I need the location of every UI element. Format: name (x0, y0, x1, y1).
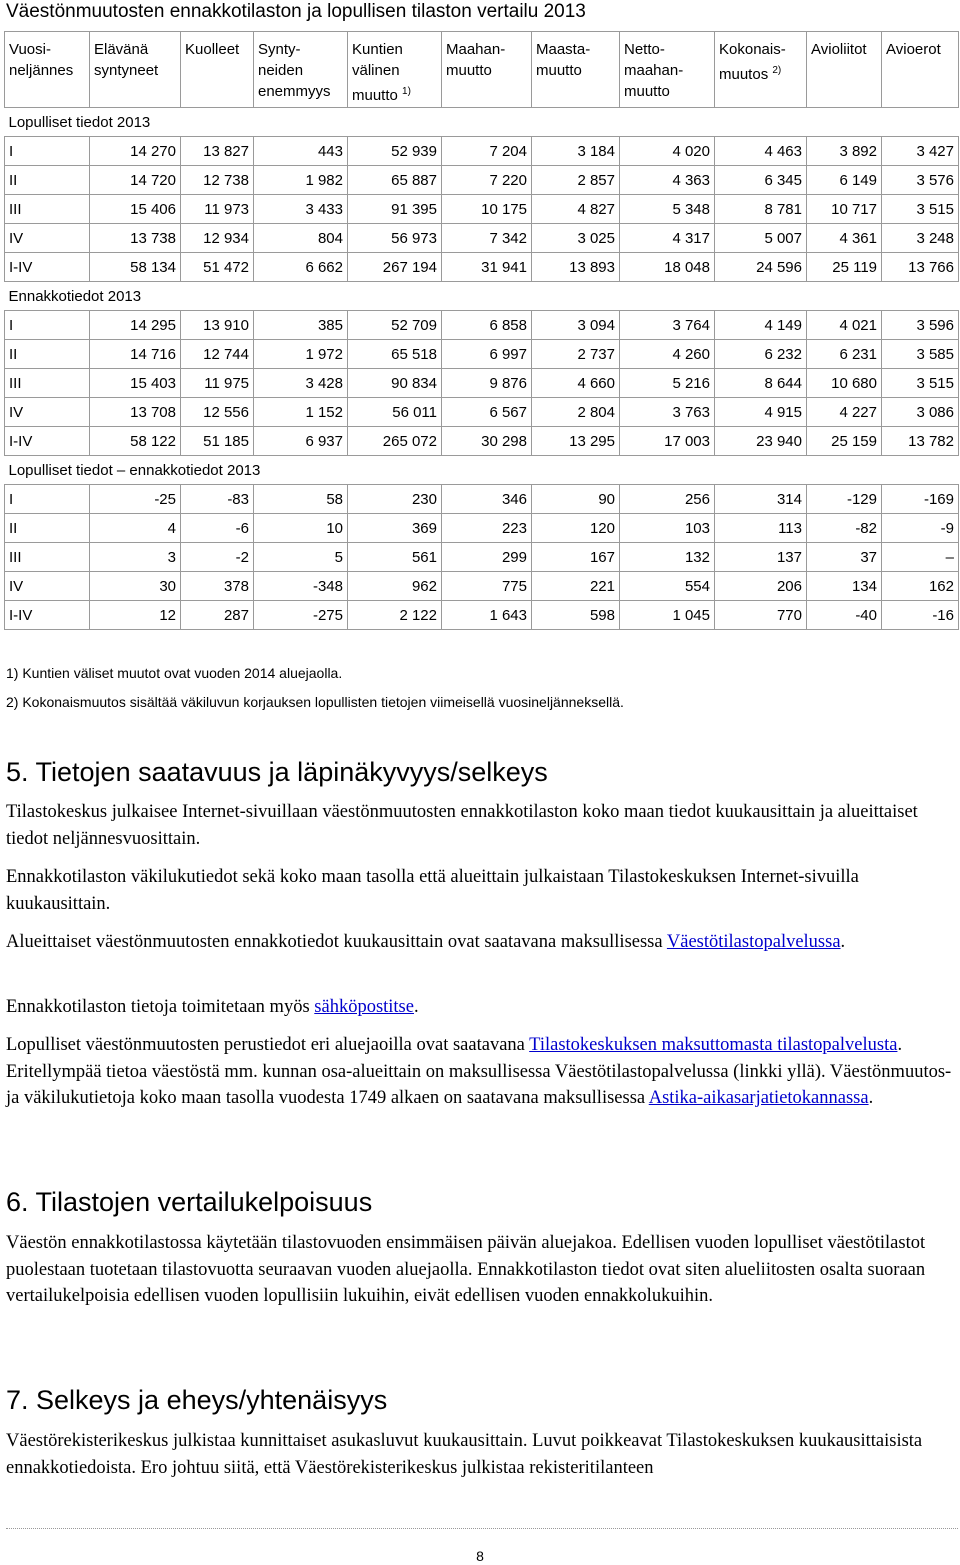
table-row (5, 601, 959, 630)
value-cell: -6 (181, 514, 254, 543)
value-cell: 6 345 (715, 166, 807, 195)
value-cell: 13 782 (882, 427, 959, 456)
value-cell: 4 463 (715, 137, 807, 166)
value-cell: 287 (181, 601, 254, 630)
value-cell: 7 204 (442, 137, 532, 166)
value-cell: 12 (90, 601, 181, 630)
value-cell: 5 (254, 543, 348, 572)
value-cell: -275 (254, 601, 348, 630)
page-number: 8 (476, 1548, 484, 1564)
column-header-label: Maasta-muutto (536, 41, 591, 79)
table-row (5, 137, 959, 166)
value-cell: 561 (348, 543, 442, 572)
value-cell: 6 149 (807, 166, 882, 195)
value-cell: 6 937 (254, 427, 348, 456)
value-cell: 4 361 (807, 224, 882, 253)
value-cell: 4 020 (620, 137, 715, 166)
value-cell: 7 342 (442, 224, 532, 253)
section-7-para-1: Väestörekisterikeskus julkistaa kunnittaiset asukasluvut kuukausittain. Luvut poikkeavat Tilastokeskuksen kuukausittaisista ennakkotiedoista. Ero johtuu siitä, että Väestörekisterikeskus julkistaa rekisteritilanteen (6, 1431, 923, 1478)
value-cell: 58 (254, 485, 348, 514)
value-cell: 6 567 (442, 398, 532, 427)
section-5-para-5 (6, 1032, 958, 1112)
para-3-text: Alueittaiset väestönmuutosten ennakkotiedot kuukausittain ovat saatavana maksullisessa (6, 932, 667, 952)
value-cell: 3 025 (532, 224, 620, 253)
value-cell: 2 857 (532, 166, 620, 195)
value-cell: -169 (882, 485, 959, 514)
value-cell: -25 (90, 485, 181, 514)
value-cell: -129 (807, 485, 882, 514)
table-row (5, 253, 959, 282)
para-3-end: . (840, 932, 846, 952)
value-cell: 369 (348, 514, 442, 543)
footnote-1: 1) Kuntien väliset muutot ovat vuoden 2014 aluejaolla. (6, 665, 343, 681)
section-row (5, 108, 959, 137)
value-cell: 4 827 (532, 195, 620, 224)
value-cell: 9 876 (442, 369, 532, 398)
tilastopalvelu-link[interactable]: Tilastokeskuksen maksuttomasta tilastopalvelusta (529, 1035, 898, 1055)
value-cell: 1 643 (442, 601, 532, 630)
value-cell: 58 134 (90, 253, 181, 282)
column-header-label: Vuosi-neljännes (9, 41, 74, 79)
column-header-label: Netto-maahan-muutto (624, 41, 684, 100)
value-cell: 6 662 (254, 253, 348, 282)
value-cell: 4 660 (532, 369, 620, 398)
column-header (807, 32, 882, 108)
quarter-cell: IV (5, 224, 90, 253)
value-cell: 1 045 (620, 601, 715, 630)
value-cell: 314 (715, 485, 807, 514)
value-cell: 804 (254, 224, 348, 253)
quarter-cell: II (5, 340, 90, 369)
value-cell: 554 (620, 572, 715, 601)
table-row (5, 195, 959, 224)
value-cell: 13 827 (181, 137, 254, 166)
value-cell: 11 975 (181, 369, 254, 398)
value-cell: 14 270 (90, 137, 181, 166)
table-row (5, 485, 959, 514)
value-cell: 1 982 (254, 166, 348, 195)
value-cell: 962 (348, 572, 442, 601)
para-4-text: Ennakkotilaston tietoja toimitetaan myös (6, 997, 315, 1017)
value-cell: 120 (532, 514, 620, 543)
value-cell: 10 (254, 514, 348, 543)
value-cell: 24 596 (715, 253, 807, 282)
column-header (254, 32, 348, 108)
para-5-mid: . Eritellympää tietoa väestöstä mm. kunnan osa-alueittain on maksullisessa Väestötilastopalvelussa (linkki yllä). Väestönmuutos- ja väkilukutietoja koko maan tasolla vuodesta 1749 alkaen on saatavana maksullisessa (6, 1035, 952, 1108)
value-cell: 378 (181, 572, 254, 601)
page-title: Väestönmuutosten ennakkotilaston ja lopullisen tilaston vertailu 2013 (6, 1, 586, 22)
section-6-para-1: Väestön ennakkotilastossa käytetään tilastovuoden ensimmäisen päivän aluejakoa. Edellisen vuoden lopulliset väestötilastot puolestaan tuotetaan tilastovuotta seuraavan vuoden aluejaolla. Ennakkotilaston tiedot ovat siten alueliitosten osalta suoraan vertailukelpoisia edellisen vuoden lopullisiin lukuihin, eivät edellisen vuoden ennakkolukuihin. (6, 1233, 926, 1306)
table-row (5, 514, 959, 543)
value-cell: 4 149 (715, 311, 807, 340)
value-cell: 598 (532, 601, 620, 630)
column-header (181, 32, 254, 108)
value-cell: 167 (532, 543, 620, 572)
value-cell: 299 (442, 543, 532, 572)
value-cell: 2 737 (532, 340, 620, 369)
value-cell: 162 (882, 572, 959, 601)
value-cell: 265 072 (348, 427, 442, 456)
footnote-marker: 2) (772, 65, 782, 76)
value-cell: 137 (715, 543, 807, 572)
value-cell: 14 720 (90, 166, 181, 195)
value-cell: -16 (882, 601, 959, 630)
value-cell: 3 433 (254, 195, 348, 224)
value-cell: 6 858 (442, 311, 532, 340)
value-cell: 3 515 (882, 195, 959, 224)
value-cell: 52 939 (348, 137, 442, 166)
section-6-heading: 6. Tilastojen vertailukelpoisuus (6, 1187, 373, 1217)
para-5-text: Lopulliset väestönmuutosten perustiedot eri aluejaoilla ovat saatavana (6, 1035, 530, 1055)
section-5-para-2: Ennakkotilaston väkilukutiedot sekä koko maan tasolla että alueittain julkaistaan Tilastokeskuksen Internet-sivuilla kuukausittain. (6, 867, 859, 914)
column-header (532, 32, 620, 108)
value-cell: 230 (348, 485, 442, 514)
table-row (5, 224, 959, 253)
value-cell: 15 403 (90, 369, 181, 398)
value-cell: 13 766 (882, 253, 959, 282)
value-cell: -40 (807, 601, 882, 630)
value-cell: 3 764 (620, 311, 715, 340)
column-header-label: Avioliitot (811, 41, 867, 58)
value-cell: 6 231 (807, 340, 882, 369)
value-cell: 8 644 (715, 369, 807, 398)
value-cell: 132 (620, 543, 715, 572)
value-cell: 12 744 (181, 340, 254, 369)
value-cell: – (882, 543, 959, 572)
footer-divider (6, 1528, 958, 1529)
table-header-row (5, 32, 959, 108)
column-header-label: Maahan-muutto (446, 41, 506, 79)
value-cell: 90 834 (348, 369, 442, 398)
value-cell: 25 159 (807, 427, 882, 456)
value-cell: 775 (442, 572, 532, 601)
column-header (882, 32, 959, 108)
value-cell: 12 556 (181, 398, 254, 427)
table-row (5, 543, 959, 572)
value-cell: 3 515 (882, 369, 959, 398)
quarter-cell: I (5, 137, 90, 166)
column-header (442, 32, 532, 108)
quarter-cell: I (5, 311, 90, 340)
table-row (5, 340, 959, 369)
value-cell: 11 973 (181, 195, 254, 224)
value-cell: 12 738 (181, 166, 254, 195)
value-cell: 3 596 (882, 311, 959, 340)
table-row (5, 398, 959, 427)
value-cell: 5 348 (620, 195, 715, 224)
value-cell: 103 (620, 514, 715, 543)
value-cell: 4 317 (620, 224, 715, 253)
value-cell: 13 708 (90, 398, 181, 427)
section-5-heading: 5. Tietojen saatavuus ja läpinäkyvyys/selkeys (6, 757, 548, 787)
value-cell: 4 260 (620, 340, 715, 369)
table-row (5, 166, 959, 195)
value-cell: 3 427 (882, 137, 959, 166)
value-cell: 3 (90, 543, 181, 572)
value-cell: 30 298 (442, 427, 532, 456)
value-cell: 223 (442, 514, 532, 543)
value-cell: 3 892 (807, 137, 882, 166)
value-cell: 90 (532, 485, 620, 514)
value-cell: 2 122 (348, 601, 442, 630)
section-5-para-4 (6, 994, 958, 1021)
comparison-table (4, 31, 959, 630)
section-label: Ennakkotiedot 2013 (5, 282, 959, 311)
section-row (5, 456, 959, 485)
value-cell: 3 086 (882, 398, 959, 427)
para-5-end: . (868, 1088, 874, 1108)
value-cell: 14 295 (90, 311, 181, 340)
column-header-label: Kokonais-muutos (719, 41, 786, 83)
table-row (5, 311, 959, 340)
value-cell: 10 717 (807, 195, 882, 224)
value-cell: 267 194 (348, 253, 442, 282)
value-cell: 6 232 (715, 340, 807, 369)
value-cell: -348 (254, 572, 348, 601)
astika-link[interactable]: Astika-aikasarjatietokannassa (648, 1088, 869, 1108)
value-cell: 221 (532, 572, 620, 601)
column-header (5, 32, 90, 108)
value-cell: 65 887 (348, 166, 442, 195)
value-cell: 4 021 (807, 311, 882, 340)
quarter-cell: II (5, 514, 90, 543)
value-cell: 13 910 (181, 311, 254, 340)
value-cell: 18 048 (620, 253, 715, 282)
column-header-label: Kuntien välinen muutto (352, 41, 403, 104)
para-4-end: . (413, 997, 419, 1017)
value-cell: 12 934 (181, 224, 254, 253)
value-cell: 3 428 (254, 369, 348, 398)
section-row (5, 282, 959, 311)
column-header-label: Synty-neiden enemmyys (258, 41, 331, 100)
value-cell: 3 585 (882, 340, 959, 369)
value-cell: 8 781 (715, 195, 807, 224)
value-cell: 385 (254, 311, 348, 340)
value-cell: 3 248 (882, 224, 959, 253)
column-header (620, 32, 715, 108)
column-header (90, 32, 181, 108)
sahkoposti-link[interactable]: sähköpostitse (314, 997, 414, 1017)
column-header (715, 32, 807, 108)
quarter-cell: IV (5, 398, 90, 427)
section-5-para-3 (6, 929, 958, 956)
value-cell: 3 094 (532, 311, 620, 340)
quarter-cell: III (5, 543, 90, 572)
value-cell: 10 175 (442, 195, 532, 224)
value-cell: 56 973 (348, 224, 442, 253)
footnote-2: 2) Kokonaismuutos sisältää väkiluvun korjauksen lopullisten tietojen viimeisellä vuosineljänneksellä. (6, 694, 624, 710)
value-cell: 346 (442, 485, 532, 514)
value-cell: 2 804 (532, 398, 620, 427)
section-label: Lopulliset tiedot 2013 (5, 108, 959, 137)
value-cell: 113 (715, 514, 807, 543)
value-cell: 5 007 (715, 224, 807, 253)
value-cell: 31 941 (442, 253, 532, 282)
value-cell: -83 (181, 485, 254, 514)
value-cell: 13 738 (90, 224, 181, 253)
table-row (5, 427, 959, 456)
value-cell: 4 363 (620, 166, 715, 195)
footnote-marker: 1) (402, 86, 411, 97)
value-cell: 65 518 (348, 340, 442, 369)
value-cell: 58 122 (90, 427, 181, 456)
value-cell: 23 940 (715, 427, 807, 456)
value-cell: 3 763 (620, 398, 715, 427)
value-cell: 4 915 (715, 398, 807, 427)
value-cell: 56 011 (348, 398, 442, 427)
value-cell: 1 152 (254, 398, 348, 427)
value-cell: 443 (254, 137, 348, 166)
value-cell: 25 119 (807, 253, 882, 282)
value-cell: 51 472 (181, 253, 254, 282)
quarter-cell: III (5, 195, 90, 224)
quarter-cell: III (5, 369, 90, 398)
vaestotilastopalvelu-link[interactable]: Väestötilastopalvelussa (666, 932, 841, 952)
column-header-label: Elävänä syntyneet (94, 41, 159, 79)
value-cell: 3 576 (882, 166, 959, 195)
quarter-cell: I-IV (5, 601, 90, 630)
value-cell: 5 216 (620, 369, 715, 398)
column-header-label: Kuolleet (185, 41, 240, 58)
value-cell: 13 893 (532, 253, 620, 282)
value-cell: 6 997 (442, 340, 532, 369)
value-cell: 15 406 (90, 195, 181, 224)
column-header-label: Avioerot (886, 41, 941, 58)
quarter-cell: II (5, 166, 90, 195)
table-row (5, 369, 959, 398)
value-cell: 3 184 (532, 137, 620, 166)
value-cell: 4 227 (807, 398, 882, 427)
value-cell: 7 220 (442, 166, 532, 195)
section-5-para-1: Tilastokeskus julkaisee Internet-sivuillaan väestönmuutosten ennakkotilaston koko maan tiedot kuukausittain ja alueittaiset tiedot neljännesvuosittain. (6, 802, 918, 849)
quarter-cell: IV (5, 572, 90, 601)
value-cell: 91 395 (348, 195, 442, 224)
value-cell: 51 185 (181, 427, 254, 456)
value-cell: 13 295 (532, 427, 620, 456)
value-cell: 206 (715, 572, 807, 601)
value-cell: 17 003 (620, 427, 715, 456)
quarter-cell: I-IV (5, 427, 90, 456)
quarter-cell: I (5, 485, 90, 514)
value-cell: -9 (882, 514, 959, 543)
value-cell: 30 (90, 572, 181, 601)
value-cell: 4 (90, 514, 181, 543)
value-cell: 256 (620, 485, 715, 514)
table-row (5, 572, 959, 601)
section-7-heading: 7. Selkeys ja eheys/yhtenäisyys (6, 1385, 388, 1415)
value-cell: 52 709 (348, 311, 442, 340)
value-cell: 37 (807, 543, 882, 572)
value-cell: 10 680 (807, 369, 882, 398)
section-label: Lopulliset tiedot – ennakkotiedot 2013 (5, 456, 959, 485)
value-cell: -82 (807, 514, 882, 543)
column-header (348, 32, 442, 108)
value-cell: 14 716 (90, 340, 181, 369)
value-cell: 134 (807, 572, 882, 601)
value-cell: 1 972 (254, 340, 348, 369)
quarter-cell: I-IV (5, 253, 90, 282)
value-cell: -2 (181, 543, 254, 572)
value-cell: 770 (715, 601, 807, 630)
